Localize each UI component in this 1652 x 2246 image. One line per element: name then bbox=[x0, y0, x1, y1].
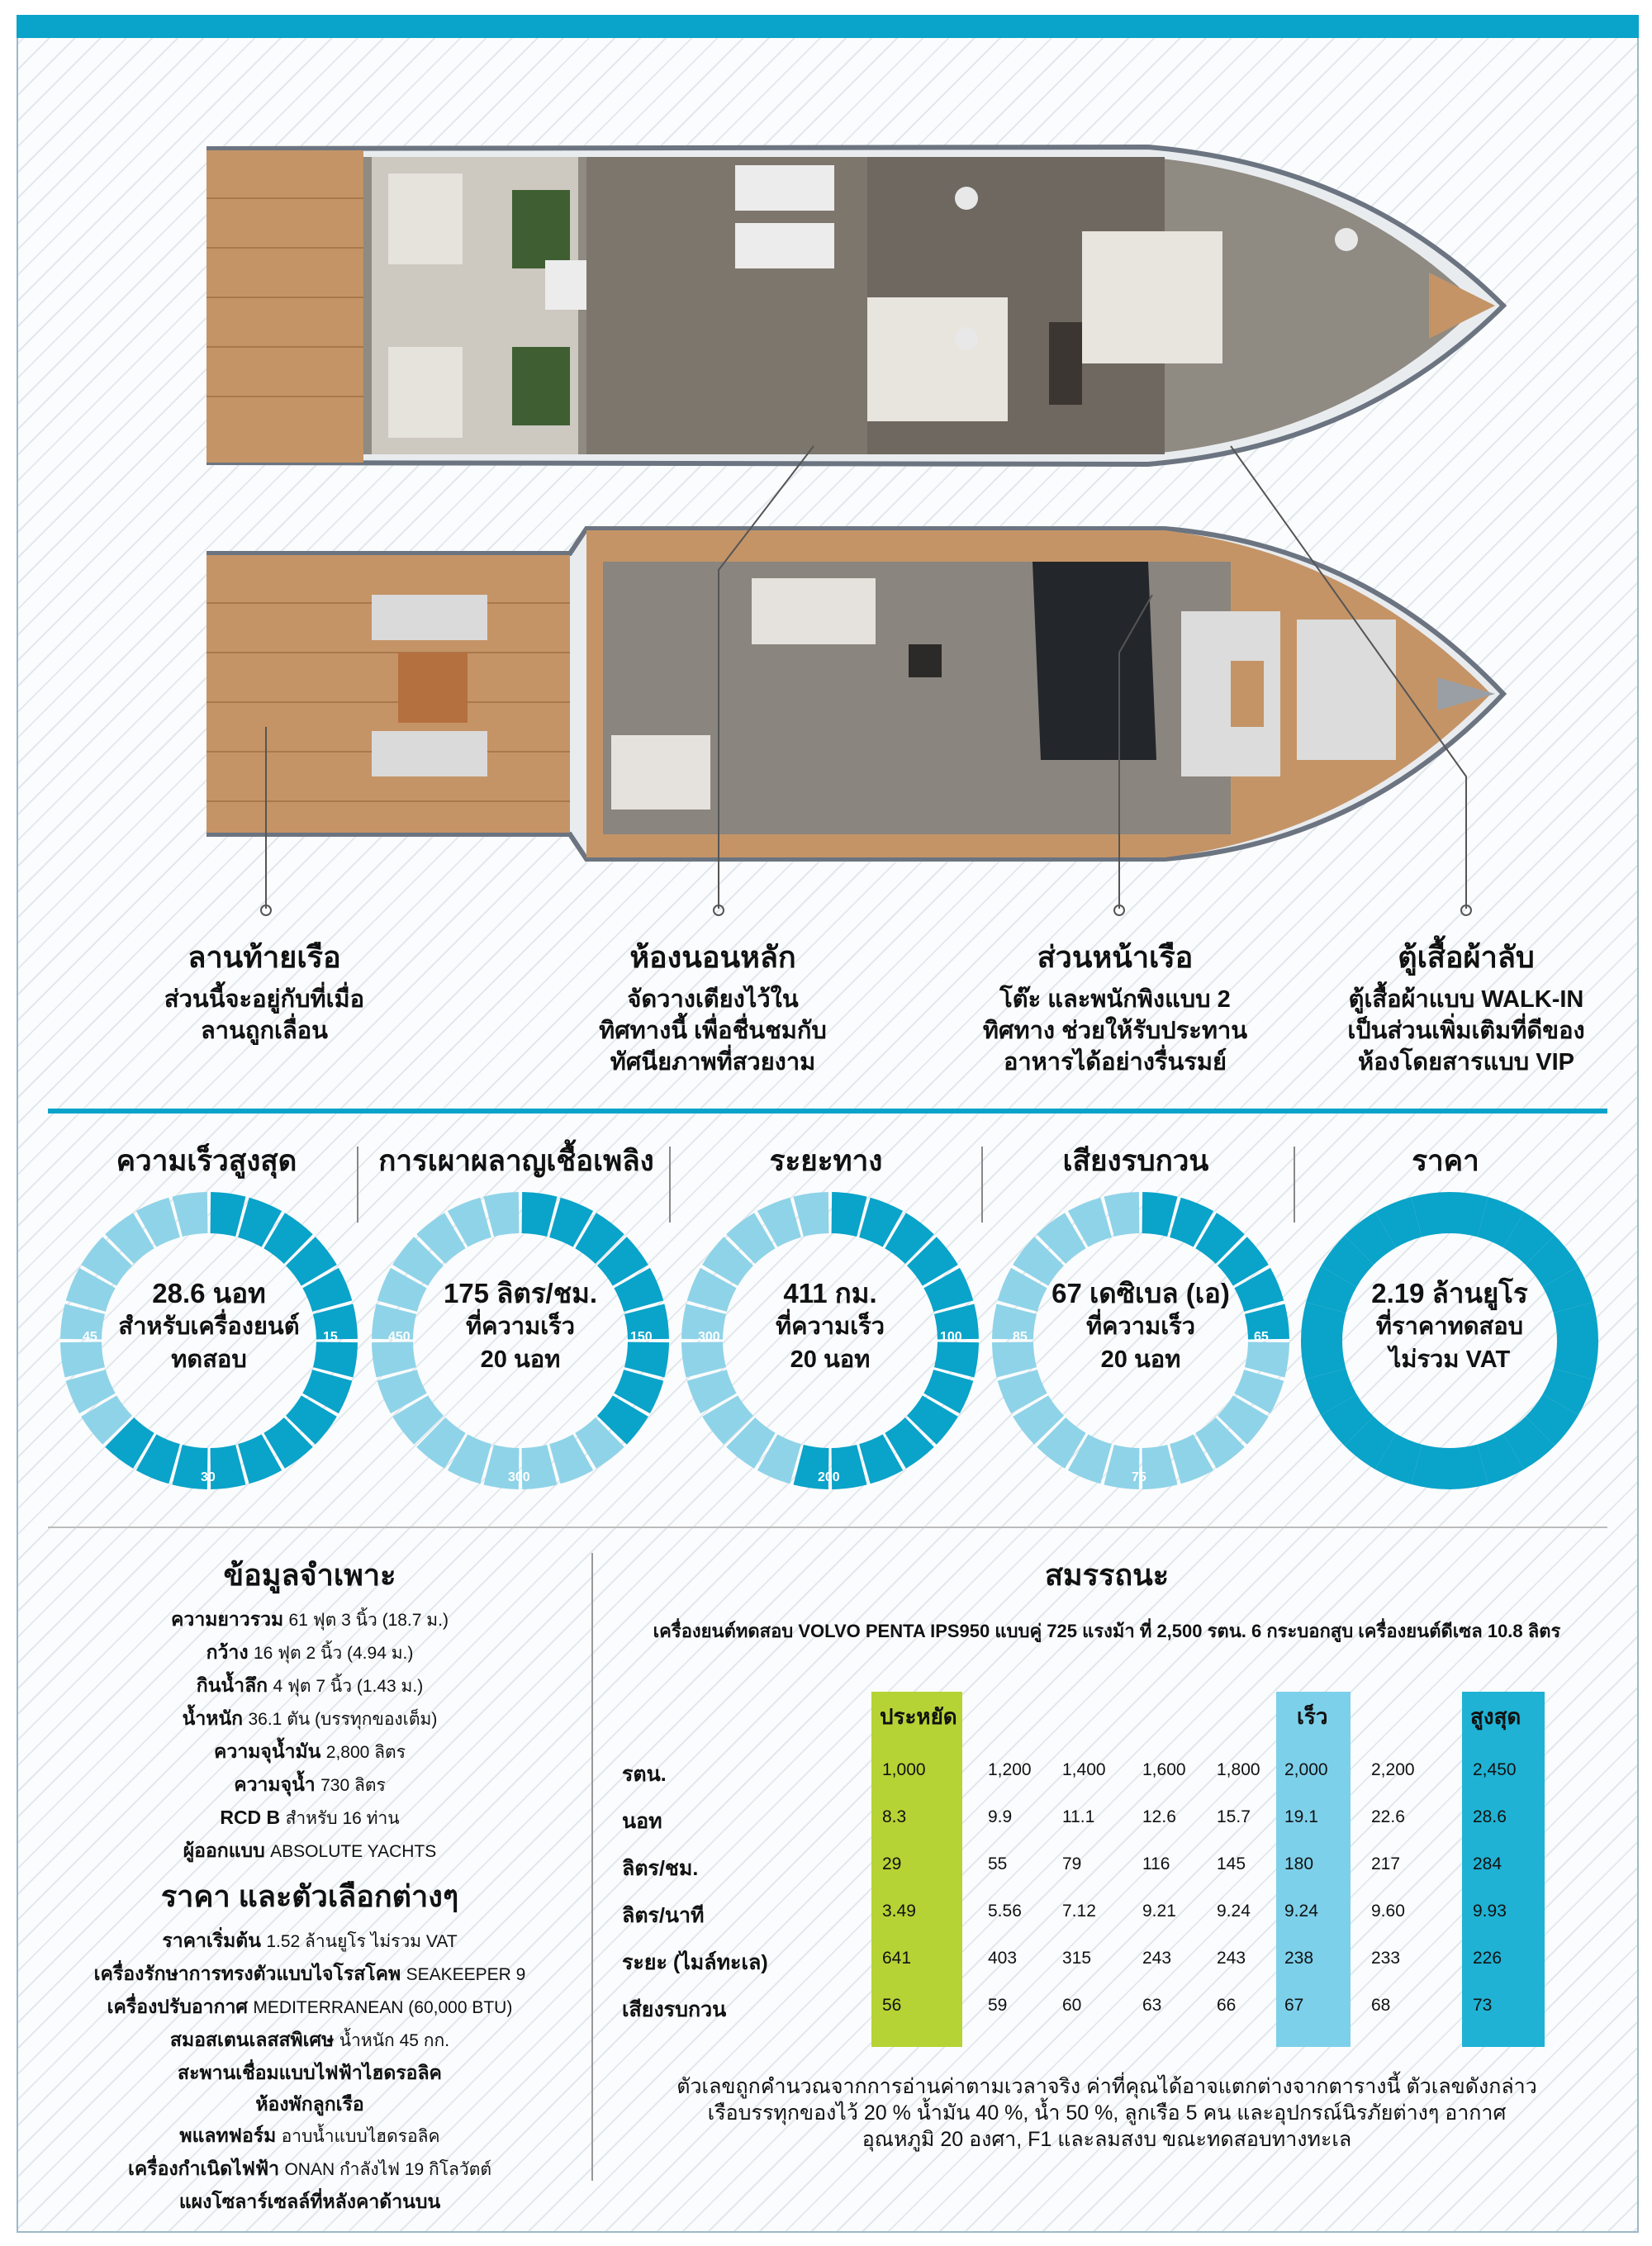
spec-key: กินน้ำลึก bbox=[196, 1674, 268, 1696]
table-cell: 1,400 bbox=[1062, 1760, 1106, 1779]
spec-row bbox=[50, 1769, 570, 1802]
spec-key: น้ำหนัก bbox=[182, 1707, 244, 1729]
table-cell: 11.1 bbox=[1062, 1807, 1095, 1826]
max-header: สูงสุด bbox=[1470, 1704, 1521, 1729]
callout-line: เป็นส่วนเพิ่มเติมที่ดีของ bbox=[1347, 1018, 1585, 1044]
donut-tick: 450 bbox=[388, 1330, 411, 1344]
table-cell: 9.24 bbox=[1217, 1902, 1251, 1921]
stat-value: 175 ลิตร/ชม. bbox=[443, 1278, 598, 1308]
donut-center bbox=[1046, 1277, 1236, 1376]
spec-row bbox=[50, 1991, 570, 2024]
spec-value: MEDITERRANEAN (60,000 BTU) bbox=[253, 1998, 513, 2017]
specs-title: ข้อมูลจำเพาะ bbox=[223, 1558, 396, 1592]
table-cell: 2,200 bbox=[1371, 1760, 1415, 1779]
spec-row bbox=[50, 2120, 570, 2153]
section-divider bbox=[48, 1109, 1607, 1114]
stat-title: ราคา bbox=[1412, 1145, 1479, 1177]
performance-table bbox=[611, 1692, 1602, 2047]
stat-divider bbox=[1294, 1147, 1295, 1223]
callout-line: จัดวางเตียงไว้ใน bbox=[627, 986, 799, 1013]
stat-title-price bbox=[1297, 1138, 1594, 1181]
donut-fuel bbox=[368, 1188, 673, 1493]
table-cell: 19.1 bbox=[1284, 1807, 1318, 1826]
price-options-title: ราคา และตัวเลือกต่างๆ bbox=[160, 1879, 459, 1913]
table-cell: 56 bbox=[882, 1996, 902, 2015]
donut-price bbox=[1297, 1188, 1602, 1493]
donut-tick: 15 bbox=[323, 1330, 338, 1344]
table-cell: 9.60 bbox=[1371, 1902, 1405, 1921]
row-label: ลิตร/ชม. bbox=[622, 1857, 699, 1880]
stat-sub: 20 นอท bbox=[790, 1346, 871, 1373]
spec-row bbox=[50, 1835, 570, 1868]
spec-row bbox=[50, 2024, 570, 2057]
stat-sub: ที่ความเร็ว bbox=[466, 1313, 575, 1340]
callout-wardrobe bbox=[1284, 933, 1648, 1078]
row-label: นอท bbox=[622, 1810, 662, 1833]
row-label: รตน. bbox=[622, 1763, 667, 1786]
table-cell: 9.9 bbox=[988, 1807, 1013, 1826]
spec-value: 16 ฟุต 2 นิ้ว (4.94 ม.) bbox=[253, 1644, 414, 1663]
callout-title: ตู้เสื้อผ้าลับ bbox=[1398, 940, 1535, 974]
spec-key: สะพานเชื่อมแบบไฟฟ้าไฮดรอลิค bbox=[178, 2062, 442, 2083]
spec-row bbox=[50, 1702, 570, 1736]
table-cell: 55 bbox=[988, 1854, 1008, 1873]
callout-line: อาหารได้อย่างรื่นรมย์ bbox=[1003, 1049, 1227, 1076]
table-cell: 145 bbox=[1217, 1854, 1246, 1873]
spec-value: อาบน้ำแบบไฮดรอลิค bbox=[281, 2127, 440, 2146]
stat-value: 2.19 ล้านยูโร bbox=[1371, 1278, 1528, 1308]
spec-row bbox=[50, 1736, 570, 1769]
callout-lines bbox=[0, 0, 1652, 942]
callout-line: ทิศทาง ช่วยให้รับประทาน bbox=[982, 1018, 1248, 1044]
row-label: ลิตร/นาที bbox=[622, 1904, 705, 1927]
donut-tick: 100 bbox=[940, 1330, 962, 1344]
table-cell: 15.7 bbox=[1217, 1807, 1251, 1826]
callout-line: ทัศนียภาพที่สวยงาม bbox=[610, 1049, 816, 1076]
table-cell: 1,800 bbox=[1217, 1760, 1260, 1779]
stat-sub: ที่ราคาทดสอบ bbox=[1375, 1313, 1524, 1340]
donut-tick: 300 bbox=[698, 1330, 720, 1344]
spec-row bbox=[50, 2088, 570, 2120]
callout-title: ห้องนอนหลัก bbox=[629, 940, 796, 974]
callout-line: ลานถูกเลื่อน bbox=[201, 1018, 328, 1044]
spec-key: เครื่องปรับอากาศ bbox=[107, 1996, 249, 2017]
spec-row bbox=[50, 2153, 570, 2186]
table-cell: 60 bbox=[1062, 1996, 1082, 2015]
donut-tick: 45 bbox=[83, 1330, 97, 1344]
table-cell: 226 bbox=[1473, 1949, 1502, 1968]
donut-center bbox=[1355, 1277, 1545, 1376]
spec-value: ABSOLUTE YACHTS bbox=[270, 1842, 437, 1861]
table-cell: 66 bbox=[1217, 1996, 1237, 2015]
table-cell: 238 bbox=[1284, 1949, 1314, 1968]
cruise-header: เร็ว bbox=[1297, 1704, 1328, 1729]
table-cell: 5.56 bbox=[988, 1902, 1022, 1921]
note-line: อุณหภูมิ 20 องศา, F1 และลมสงบ ขณะทดสอบทางทะเล bbox=[862, 2128, 1352, 2151]
table-cell: 1,200 bbox=[988, 1760, 1032, 1779]
stat-title: เสียงรบกวน bbox=[1062, 1145, 1209, 1177]
note-line: เรือบรรทุกของไว้ 20 % น้ำมัน 40 %, น้ำ 50 %, ลูกเรือ 5 คน และอุปกรณ์นิรภัยต่างๆ อากาศ bbox=[707, 2101, 1507, 2125]
table-cell: 59 bbox=[988, 1996, 1008, 2015]
spec-row bbox=[50, 1669, 570, 1702]
donut-tick: 150 bbox=[630, 1330, 653, 1344]
table-cell: 9.21 bbox=[1142, 1902, 1176, 1921]
stat-sub: ไม่รวม VAT bbox=[1389, 1346, 1511, 1373]
spec-row bbox=[50, 1958, 570, 1991]
spec-value: ONAN กำลังไฟ 19 กิโลวัตต์ bbox=[284, 2160, 491, 2179]
spec-key: ราคาเริ่มต้น bbox=[162, 1930, 261, 1951]
spec-key: ความยาวรวม bbox=[171, 1608, 284, 1630]
stat-title-noise bbox=[987, 1138, 1284, 1181]
engine-description: เครื่องยนต์ทดสอบ VOLVO PENTA IPS950 แบบคู่ 725 แรงม้า ที่ 2,500 รตน. 6 กระบอกสูบ เครื่องยนต์ดีเซล 10.8 ลิตร bbox=[653, 1621, 1561, 1641]
stat-sub: ที่ความเร็ว bbox=[776, 1313, 885, 1340]
donut-center bbox=[114, 1277, 304, 1376]
table-cell: 641 bbox=[882, 1949, 912, 1968]
spec-row bbox=[50, 2186, 570, 2217]
callout-line: โต๊ะ และพนักพิงแบบ 2 bbox=[999, 986, 1231, 1013]
spec-key: เครื่องกำเนิดไฟฟ้า bbox=[128, 2158, 280, 2179]
spec-key: ความจุน้ำมัน bbox=[214, 1740, 321, 1762]
spec-value: 1.52 ล้านยูโร ไม่รวม VAT bbox=[266, 1932, 458, 1951]
spec-key: กว้าง bbox=[206, 1641, 249, 1663]
spec-row bbox=[50, 2057, 570, 2088]
table-cell: 22.6 bbox=[1371, 1807, 1405, 1826]
donut-tick: 85 bbox=[1013, 1330, 1028, 1344]
donut-tick: 65 bbox=[1254, 1330, 1269, 1344]
spec-key: เครื่องรักษาการทรงตัวแบบไจโรสโคพ bbox=[93, 1963, 401, 1984]
callout-foredeck bbox=[933, 933, 1297, 1078]
table-cell: 3.49 bbox=[882, 1902, 916, 1921]
callout-master-cabin bbox=[531, 933, 895, 1078]
donut-tick: 200 bbox=[818, 1470, 840, 1484]
note-line: ตัวเลขถูกคำนวณจากการอ่านค่าตามเวลาจริง ค่าที่คุณได้อาจแตกต่างจากตารางนี้ ตัวเลขดังกล่าว bbox=[676, 2075, 1537, 2098]
performance-note bbox=[611, 2073, 1602, 2153]
row-label: ระยะ (ไมล์ทะเล) bbox=[622, 1951, 768, 1974]
spec-value: 2,800 ลิตร bbox=[325, 1743, 406, 1762]
stat-sub: ทดสอบ bbox=[171, 1346, 247, 1373]
row-label: เสียงรบกวน bbox=[622, 1998, 727, 2021]
stat-value: 411 กม. bbox=[783, 1278, 877, 1308]
spec-key: แผงโซลาร์เซลล์ที่หลังคาด้านบน bbox=[178, 2191, 441, 2212]
callout-line: ตู้เสื้อผ้าแบบ WALK-IN bbox=[1348, 986, 1584, 1013]
spec-value: สำหรับ 16 ท่าน bbox=[285, 1809, 400, 1828]
table-cell: 403 bbox=[988, 1949, 1018, 1968]
stat-value: 67 เดซิเบล (เอ) bbox=[1051, 1278, 1230, 1308]
table-cell: 1,600 bbox=[1142, 1760, 1186, 1779]
donut-tick: 75 bbox=[1132, 1470, 1146, 1484]
table-cell: 217 bbox=[1371, 1854, 1401, 1873]
table-cell: 116 bbox=[1142, 1854, 1170, 1873]
stat-title: ระยะทาง bbox=[769, 1145, 883, 1177]
spec-row bbox=[50, 1802, 570, 1835]
spec-value: 61 ฟุต 3 นิ้ว (18.7 ม.) bbox=[288, 1611, 449, 1630]
donut-tick: 30 bbox=[201, 1470, 216, 1484]
table-cell: 243 bbox=[1142, 1949, 1172, 1968]
callout-title: ส่วนหน้าเรือ bbox=[1037, 940, 1194, 974]
callout-line: ทิศทางนี้ เพื่อชื่นชมกับ bbox=[599, 1018, 827, 1044]
table-cell: 29 bbox=[882, 1854, 902, 1873]
stat-sub: 20 นอท bbox=[480, 1346, 561, 1373]
spec-key: ผู้ออกแบบ bbox=[183, 1840, 265, 1861]
spec-value: 36.1 ตัน (บรรทุกของเต็ม) bbox=[248, 1710, 438, 1729]
donut-tick: 300 bbox=[508, 1470, 530, 1484]
callout-line: ส่วนนี้จะอยู่กับที่เมื่อ bbox=[164, 986, 365, 1013]
stat-title: การเผาผลาญเชื้อเพลิง bbox=[378, 1145, 654, 1177]
performance bbox=[611, 1551, 1602, 2021]
table-cell: 68 bbox=[1371, 1996, 1391, 2015]
table-cell: 2,450 bbox=[1473, 1760, 1517, 1779]
spec-key: RCD B bbox=[220, 1807, 281, 1828]
callout-texts bbox=[0, 933, 1652, 1082]
table-cell: 73 bbox=[1473, 1996, 1493, 2015]
table-cell: 67 bbox=[1284, 1996, 1304, 2015]
table-cell: 12.6 bbox=[1142, 1807, 1176, 1826]
column-divider bbox=[591, 1553, 593, 2181]
section-divider bbox=[48, 1527, 1607, 1528]
eco-header: ประหยัด bbox=[880, 1704, 957, 1729]
table-cell: 315 bbox=[1062, 1949, 1092, 1968]
spec-row bbox=[50, 1925, 570, 1958]
table-cell: 9.24 bbox=[1284, 1902, 1318, 1921]
donut-center bbox=[425, 1277, 615, 1376]
stat-sub: ที่ความเร็ว bbox=[1086, 1313, 1195, 1340]
spec-key: ห้องพักลูกเรือ bbox=[255, 2093, 364, 2115]
spec-value: 730 ลิตร bbox=[320, 1776, 386, 1795]
callout-aft-deck bbox=[83, 933, 446, 1047]
spec-row bbox=[50, 1603, 570, 1636]
table-cell: 63 bbox=[1142, 1996, 1162, 2015]
stat-title: ความเร็วสูงสุด bbox=[116, 1145, 297, 1177]
table-cell: 2,000 bbox=[1284, 1760, 1328, 1779]
spec-key: สมอสเตนเลสสพิเศษ bbox=[169, 2029, 335, 2050]
donut-center bbox=[735, 1277, 925, 1376]
stat-sub: 20 นอท bbox=[1100, 1346, 1181, 1373]
spec-value: น้ำหนัก 45 กก. bbox=[339, 2031, 450, 2050]
stat-title-fuel bbox=[368, 1138, 665, 1181]
spec-key: พแลทฟอร์ม bbox=[179, 2125, 277, 2146]
spec-value: SEAKEEPER 9 bbox=[406, 1965, 526, 1984]
stat-sub: สำหรับเครื่องยนต์ bbox=[118, 1313, 300, 1340]
table-cell: 9.93 bbox=[1473, 1902, 1507, 1921]
table-cell: 28.6 bbox=[1473, 1807, 1507, 1826]
stat-value: 28.6 นอท bbox=[152, 1278, 266, 1308]
table-cell: 284 bbox=[1473, 1854, 1502, 1873]
spec-row bbox=[50, 1636, 570, 1669]
donut-range bbox=[677, 1188, 983, 1493]
stat-title-range bbox=[677, 1138, 975, 1181]
callout-title: ลานท้ายเรือ bbox=[188, 940, 341, 974]
donut-noise bbox=[988, 1188, 1294, 1493]
performance-title: สมรรถนะ bbox=[1044, 1558, 1170, 1592]
spec-value: 4 ฟุต 7 นิ้ว (1.43 ม.) bbox=[273, 1677, 424, 1696]
table-cell: 8.3 bbox=[882, 1807, 907, 1826]
specifications bbox=[50, 1551, 570, 2217]
table-cell: 1,000 bbox=[882, 1760, 926, 1779]
table-cell: 7.12 bbox=[1062, 1902, 1096, 1921]
donut-top-speed bbox=[56, 1188, 362, 1493]
callout-line: ห้องโดยสารแบบ VIP bbox=[1358, 1049, 1574, 1076]
stat-title-top-speed bbox=[58, 1138, 355, 1181]
spec-key: ความจุน้ำ bbox=[234, 1774, 316, 1795]
table-cell: 243 bbox=[1217, 1949, 1246, 1968]
table-cell: 180 bbox=[1284, 1854, 1314, 1873]
table-cell: 79 bbox=[1062, 1854, 1082, 1873]
table-cell: 233 bbox=[1371, 1949, 1401, 1968]
